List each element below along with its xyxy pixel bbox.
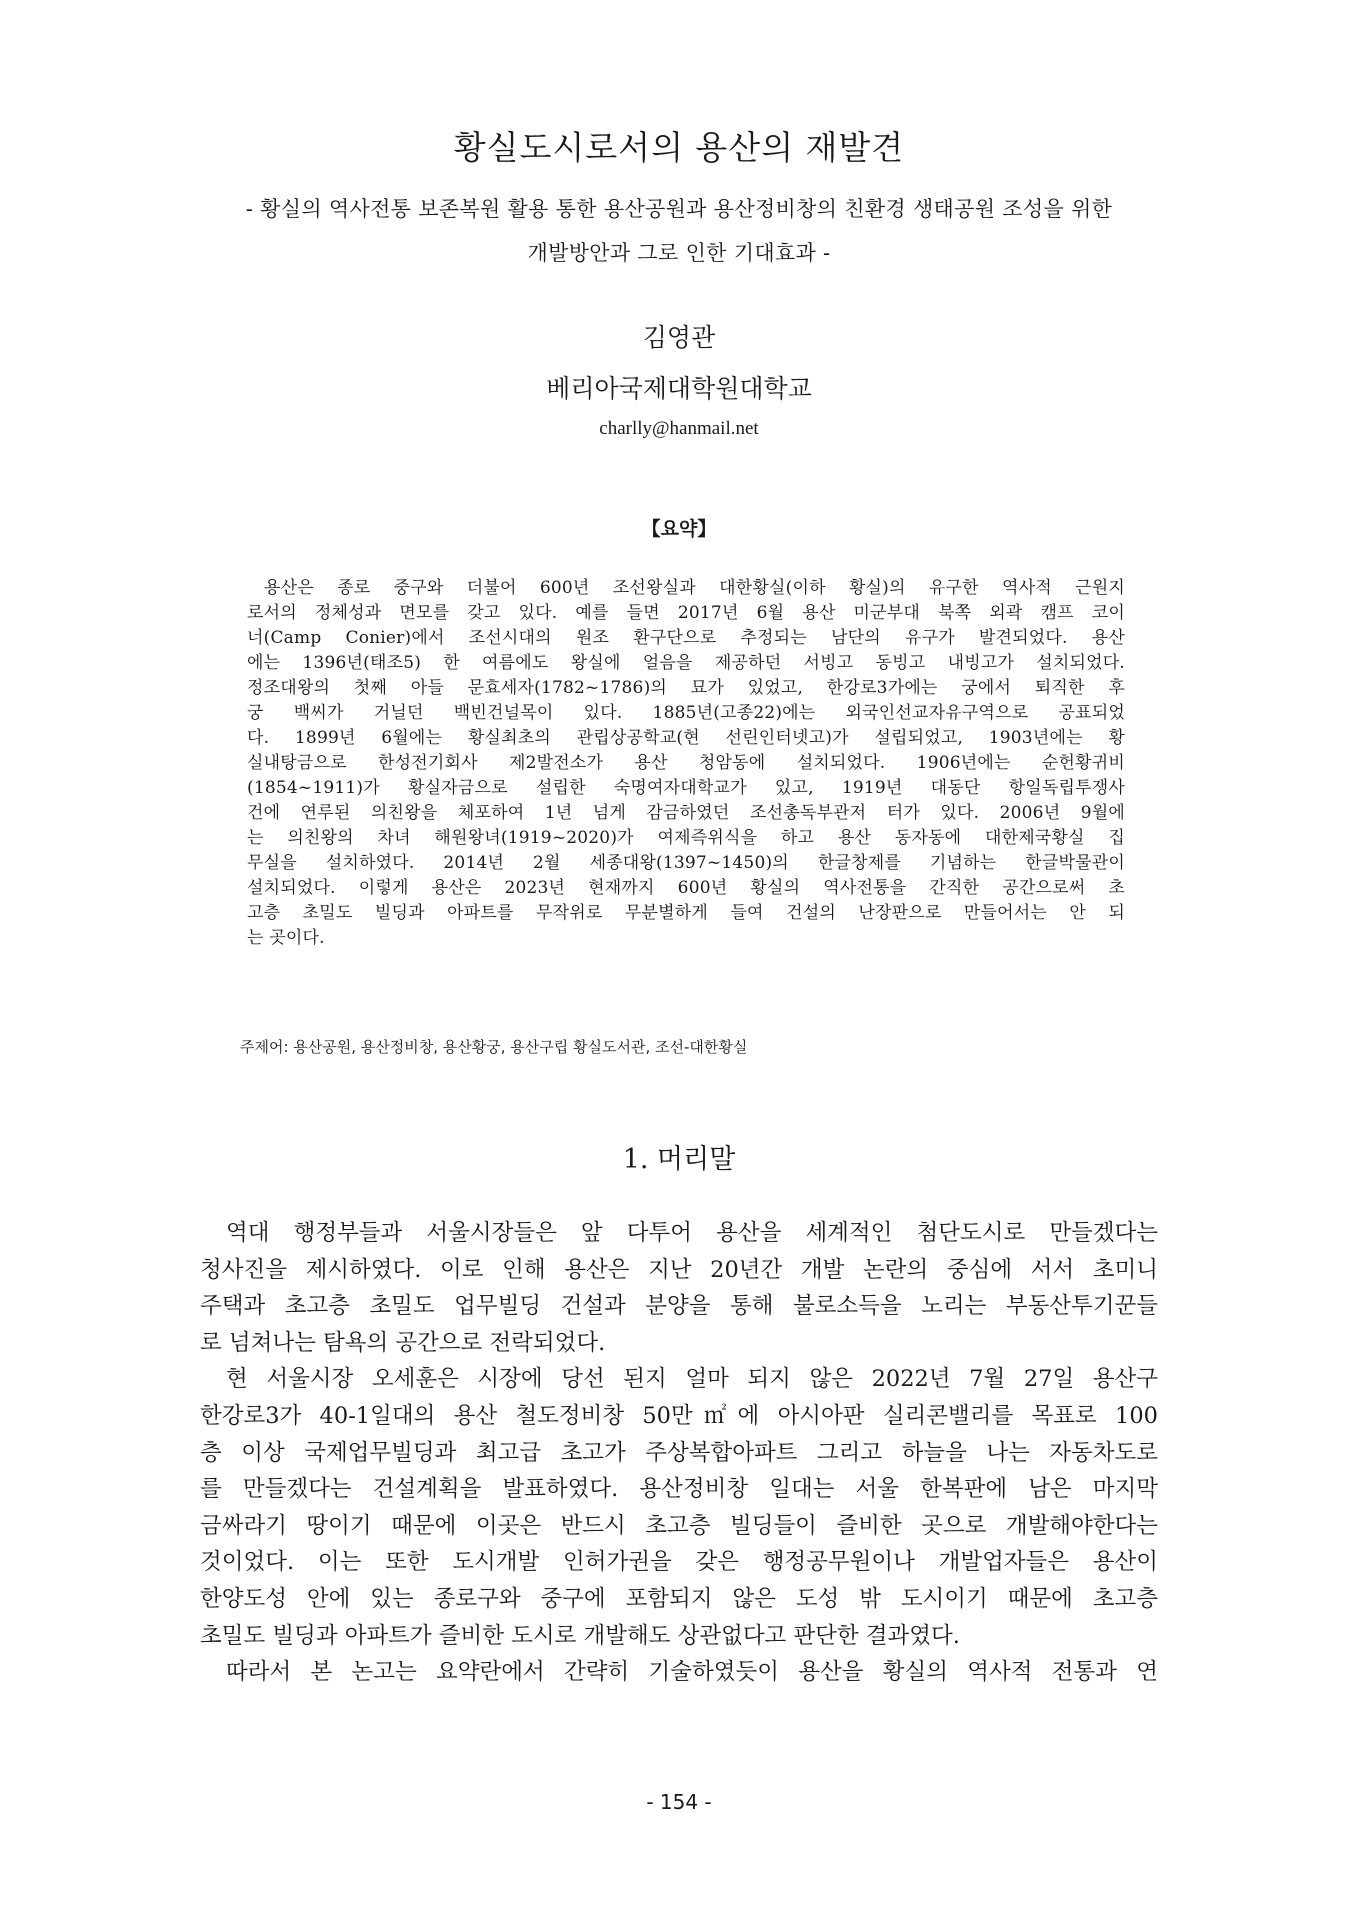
author-email: charlly@hanmail.net — [599, 418, 759, 439]
body-line: 역대 행정부들과 서울시장들은 앞 다투어 용산을 세계적인 첨단도시로 만들겠다는 — [226, 1220, 1158, 1246]
body-line: 로 넘쳐나는 탐욕의 공간으로 전락되었다. — [200, 1329, 606, 1356]
paper-title: 황실도시로서의 용산의 재발견 — [453, 128, 905, 167]
author-affiliation: 베리아국제대학원대학교 — [546, 374, 812, 403]
keywords: 주제어: 용산공원, 용산정비창, 용산황궁, 용산구립 황실도서관, 조선-대한황실 — [240, 1038, 748, 1056]
subtitle-line: 개발방안과 그로 인한 기대효과 - — [527, 241, 831, 265]
abstract-line: 다. 1899년 6월에는 황실최초의 관립상공학교(현 선린인터넷고)가 설립되었고, 1903년에는 황 — [247, 728, 1125, 748]
abstract-heading: 【요약】 — [641, 518, 717, 540]
abstract-line: 에는 1396년(태조5) 한 여름에도 왕실에 얼음을 제공하던 서빙고 동빙고 내빙고가 설치되었다. — [247, 653, 1125, 673]
body-line: 청사진을 제시하였다. 이로 인해 용산은 지난 20년간 개발 논란의 중심에 서서 초미니 — [200, 1256, 1158, 1283]
abstract-line: 무실을 설치하였다. 2014년 2월 세종대왕(1397~1450)의 한글창제를 기념하는 한글박물관이 — [247, 853, 1125, 873]
body-line: 따라서 본 논고는 요약란에서 간략히 기술하였듯이 용산을 황실의 역사적 전통과 연 — [226, 1659, 1158, 1686]
abstract-line: 는 곳이다. — [247, 928, 325, 948]
body-line: 한강로3가 40-1일대의 용산 철도정비창 50만㎡에 아시아판 실리콘밸리를 목표로 100 — [200, 1402, 1158, 1429]
abstract-line: 고층 초밀도 빌딩과 아파트를 무작위로 무분별하게 들여 건설의 난장판으로 만들어서는 안 되 — [247, 903, 1125, 923]
body-line: 금싸라기 땅이기 때문에 이곳은 반드시 초고층 빌딩들이 즐비한 곳으로 개발해야한다는 — [200, 1512, 1158, 1539]
body-line: 초밀도 빌딩과 아파트가 즐비한 도시로 개발해도 상관없다고 판단한 결과였다. — [200, 1622, 960, 1649]
paper-subtitle — [0, 187, 1358, 275]
abstract-line: 너(Camp Conier)에서 조선시대의 원조 환구단으로 추정되는 남단의 유구가 발견되었다. 용산 — [247, 628, 1125, 648]
section-body — [200, 1215, 1158, 1691]
abstract-body — [247, 576, 1125, 951]
subtitle-line: - 황실의 역사전통 보존복원 활용 통한 용산공원과 용산정비창의 친환경 생태공원 조성을 위한 — [245, 197, 1113, 221]
abstract-line: 용산은 종로 중구와 더불어 600년 조선왕실과 대한황실(이하 황실)의 유구한 역사적 근원지 — [264, 578, 1125, 598]
body-line: 것이었다. 이는 또한 도시개발 인허가권을 갖은 행정공무원이나 개발업자들은 용산이 — [200, 1549, 1158, 1576]
body-line: 층 이상 국제업무빌딩과 최고급 초고가 주상복합아파트 그리고 하늘을 나는 자동차도로 — [200, 1439, 1158, 1466]
body-line: 현 서울시장 오세훈은 시장에 당선 된지 얼마 되지 않은 2022년 7월 27일 용산구 — [226, 1366, 1158, 1393]
abstract-line: 는 의친왕의 차녀 해원왕녀(1919~2020)가 여제즉위식을 하고 용산 동자동에 대한제국황실 집 — [247, 828, 1125, 848]
abstract-line: (1854~1911)가 황실자금으로 설립한 숙명여자대학교가 있고, 1919년 대동단 항일독립투쟁사 — [247, 778, 1125, 798]
body-line: 주택과 초고층 초밀도 업무빌딩 건설과 분양을 통해 불로소득을 노리는 부동산투기꾼들 — [200, 1293, 1158, 1320]
abstract-line: 건에 연루된 의친왕을 체포하여 1년 넘게 감금하였던 조선총독부관저 터가 있다. 2006년 9월에 — [247, 803, 1125, 823]
abstract-line: 정조대왕의 첫째 아들 문효세자(1782~1786)의 묘가 있었고, 한강로3가에는 궁에서 퇴직한 후 — [247, 678, 1125, 698]
author-name: 김영관 — [642, 323, 716, 352]
abstract-line: 실내탕금으로 한성전기회사 제2발전소가 용산 청암동에 설치되었다. 1906년에는 순헌황귀비 — [247, 753, 1125, 773]
abstract-line: 설치되었다. 이렇게 용산은 2023년 현재까지 600년 황실의 역사전통을 간직한 공간으로써 초 — [247, 878, 1125, 898]
abstract-line: 궁 백씨가 거닐던 백빈건널목이 있다. 1885년(고종22)에는 외국인선교자유구역으로 공표되었 — [247, 703, 1125, 723]
page-number: - 154 - — [646, 1790, 712, 1814]
abstract-line: 로서의 정체성과 면모를 갖고 있다. 예를 들면 2017년 6월 용산 미군부대 북쪽 외곽 캠프 코이 — [247, 603, 1125, 623]
section-heading: 1. 머리말 — [622, 1144, 736, 1175]
body-line: 한양도성 안에 있는 종로구와 중구에 포함되지 않은 도성 밖 도시이기 때문에 초고층 — [200, 1585, 1158, 1612]
body-line: 를 만들겠다는 건설계획을 발표하였다. 용산정비창 일대는 서울 한복판에 남은 마지막 — [200, 1476, 1158, 1503]
